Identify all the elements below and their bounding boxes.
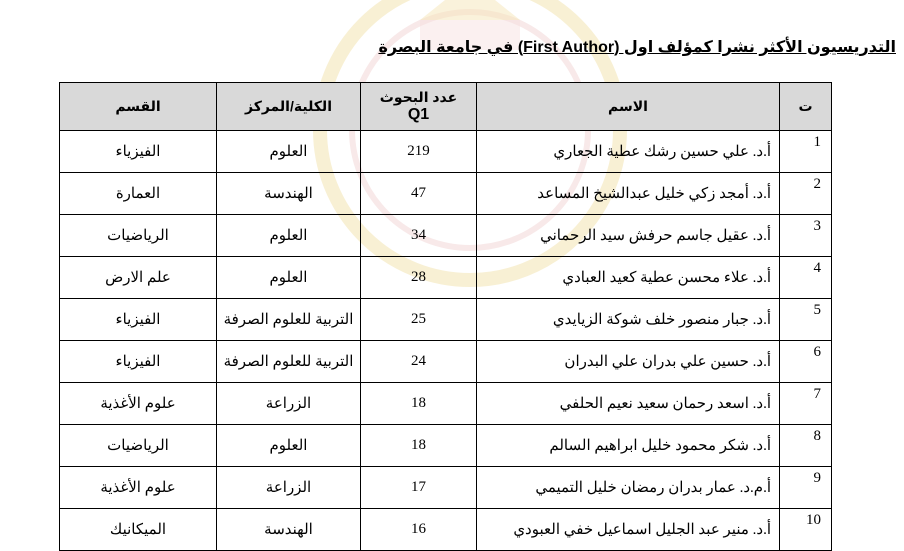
cell-dept: الميكانيك — [60, 509, 217, 551]
cell-college: العلوم — [217, 215, 361, 257]
cell-num: 3 — [780, 215, 832, 257]
cell-name: أ.د. جبار منصور خلف شوكة الزيايدي — [477, 299, 780, 341]
cell-dept: الفيزياء — [60, 341, 217, 383]
cell-name: أ.د. حسين علي بدران علي البدران — [477, 341, 780, 383]
cell-dept: الرياضيات — [60, 215, 217, 257]
cell-num: 1 — [780, 131, 832, 173]
page-title: التدريسيون الأكثر نشرا كمؤلف اول (First Author) في جامعة البصرة — [378, 39, 896, 56]
cell-count: 25 — [361, 299, 477, 341]
cell-num: 8 — [780, 425, 832, 467]
header-num: ت — [780, 83, 832, 131]
cell-num: 5 — [780, 299, 832, 341]
header-name: الاسم — [477, 83, 780, 131]
cell-dept: علوم الأغذية — [60, 383, 217, 425]
cell-name: أ.د. عقيل جاسم حرفش سيد الرحماني — [477, 215, 780, 257]
table-row — [60, 425, 832, 467]
table-row — [60, 467, 832, 509]
cell-count: 18 — [361, 425, 477, 467]
cell-college: العلوم — [217, 257, 361, 299]
cell-num: 7 — [780, 383, 832, 425]
cell-college: الهندسة — [217, 173, 361, 215]
cell-name: أ.د. علي حسين رشك عطية الجعاري — [477, 131, 780, 173]
cell-name: أ.د. علاء محسن عطية كعيد العبادي — [477, 257, 780, 299]
table-row — [60, 131, 832, 173]
cell-count: 219 — [361, 131, 477, 173]
cell-num: 10 — [780, 509, 832, 551]
cell-college: الزراعة — [217, 467, 361, 509]
cell-name: أ.د. منير عبد الجليل اسماعيل خفي العبودي — [477, 509, 780, 551]
cell-college: التربية للعلوم الصرفة — [217, 341, 361, 383]
table-row — [60, 383, 832, 425]
cell-count: 34 — [361, 215, 477, 257]
cell-college: الزراعة — [217, 383, 361, 425]
cell-count: 18 — [361, 383, 477, 425]
cell-dept: الفيزياء — [60, 131, 217, 173]
cell-count: 28 — [361, 257, 477, 299]
table-row — [60, 215, 832, 257]
cell-dept: العمارة — [60, 173, 217, 215]
header-count — [361, 83, 477, 131]
cell-dept: الرياضيات — [60, 425, 217, 467]
header-college: الكلية/المركز — [217, 83, 361, 131]
cell-dept: الفيزياء — [60, 299, 217, 341]
cell-count: 16 — [361, 509, 477, 551]
table-row — [60, 509, 832, 551]
cell-dept: علم الارض — [60, 257, 217, 299]
header-count-q1: Q1 — [407, 106, 430, 123]
cell-name: أ.د. شكر محمود خليل ابراهيم السالم — [477, 425, 780, 467]
cell-num: 6 — [780, 341, 832, 383]
cell-college: الهندسة — [217, 509, 361, 551]
cell-count: 24 — [361, 341, 477, 383]
table-row — [60, 299, 832, 341]
cell-num: 4 — [780, 257, 832, 299]
cell-college: العلوم — [217, 131, 361, 173]
cell-count: 17 — [361, 467, 477, 509]
cell-num: 9 — [780, 467, 832, 509]
authors-table — [59, 82, 832, 551]
table-row — [60, 173, 832, 215]
cell-college: العلوم — [217, 425, 361, 467]
header-dept: القسم — [60, 83, 217, 131]
cell-dept: علوم الأغذية — [60, 467, 217, 509]
cell-name: أ.د. أمجد زكي خليل عبدالشيخ المساعد — [477, 173, 780, 215]
table-row — [60, 341, 832, 383]
cell-count: 47 — [361, 173, 477, 215]
header-count-label: عدد البحوث — [379, 89, 458, 105]
table-row — [60, 257, 832, 299]
cell-num: 2 — [780, 173, 832, 215]
table-header-row — [60, 83, 832, 131]
cell-college: التربية للعلوم الصرفة — [217, 299, 361, 341]
cell-name: أ.م.د. عمار بدران رمضان خليل التميمي — [477, 467, 780, 509]
cell-name: أ.د. اسعد رحمان سعيد نعيم الحلفي — [477, 383, 780, 425]
